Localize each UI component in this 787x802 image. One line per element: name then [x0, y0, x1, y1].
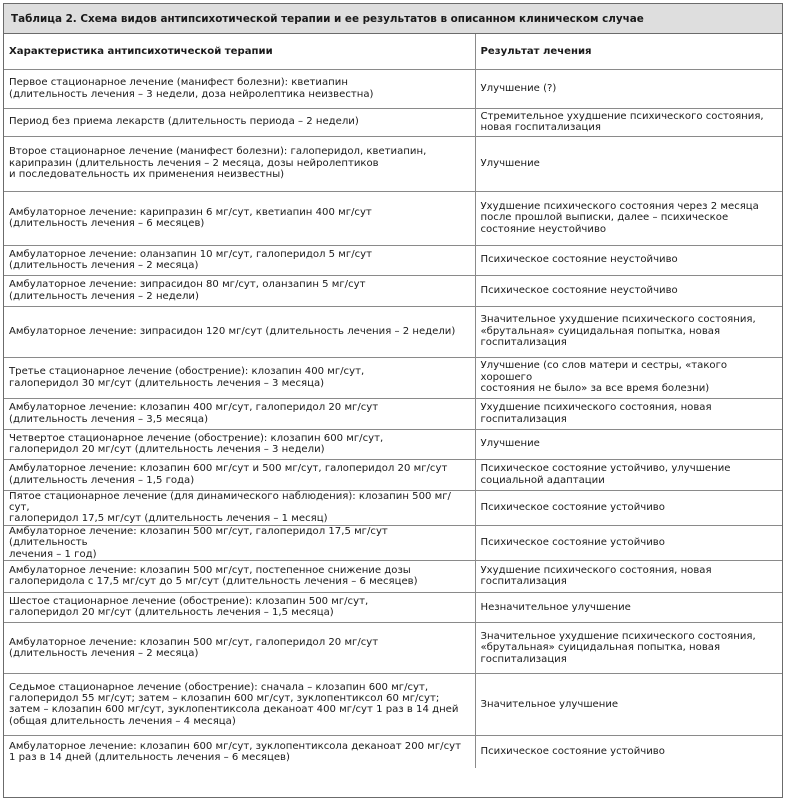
result-cell: [475, 245, 782, 275]
result-cell: [475, 357, 782, 398]
result-text: Значительное ухудшение психического состояния, «брутальная» суицидальная попытка, новая госпитализация: [480, 630, 756, 665]
table-row: [4, 136, 782, 191]
result-text: Психическое состояние неустойчиво: [480, 254, 678, 266]
table-caption: Таблица 2. Схема видов антипсихотической терапии и ее результатов в описанном клиническом случае: [4, 4, 782, 34]
therapy-text: Амбулаторное лечение: клозапин 600 мг/сут и 500 мг/сут, галоперидол 20 мг/сут (длительность лечения – 1,5 года): [9, 463, 448, 486]
result-text: Психическое состояние устойчиво, улучшение социальной адаптации: [480, 463, 731, 486]
result-text: Улучшение (со слов матери и сестры, «такого хорошего состояния не было» за все время болезни): [480, 360, 728, 395]
result-cell: [475, 459, 782, 490]
table-row: [4, 275, 782, 306]
therapy-text: Пятое стационарное лечение (для динамического наблюдения): клозапин 500 мг/сут, галоперидол 17,5 мг/сут (длительность лечения – 1 месяц): [9, 490, 451, 525]
result-text: Улучшение (?): [480, 82, 557, 94]
result-cell: [475, 592, 782, 622]
therapy-text: Третье стационарное лечение (обострение): клозапин 400 мг/сут, галоперидол 30 мг/сут (длительность лечения – 3 месяца): [9, 366, 365, 389]
table-row: [4, 429, 782, 459]
therapy-text: Амбулаторное лечение: клозапин 600 мг/сут, зуклопентиксола деканоат 200 мг/сут 1 раз в 14 дней (длительность лечения – 6 месяцев): [9, 740, 461, 764]
therapy-text: Первое стационарное лечение (манифест болезни): кветиапин (длительность лечения – 3 недели, доза нейролептика неизвестна): [9, 77, 374, 100]
therapy-cell: [4, 275, 475, 306]
result-text: Улучшение: [480, 157, 540, 169]
result-text: Психическое состояние устойчиво: [480, 537, 665, 549]
therapy-text: Амбулаторное лечение: карипразин 6 мг/сут, кветиапин 400 мг/сут (длительность лечения – 6 месяцев): [9, 206, 372, 229]
therapy-cell: [4, 306, 475, 357]
result-text: Ухудшение психического состояния, новая госпитализация: [480, 565, 712, 588]
therapy-text: Амбулаторное лечение: клозапин 400 мг/сут, галоперидол 20 мг/сут (длительность лечения – 3,5 месяца): [9, 402, 379, 425]
table-row: [4, 108, 782, 136]
therapy-text: Амбулаторное лечение: клозапин 500 мг/сут, постепенное снижение дозы галоперидола с 17,5 мг/сут до 5 мг/сут (длительность лечения – 6 месяцев): [9, 565, 418, 588]
therapy-text: Амбулаторное лечение: клозапин 500 мг/сут, галоперидол 20 мг/сут (длительность лечения – 2 месяца): [9, 636, 379, 659]
table-row: [4, 306, 782, 357]
therapy-text: Седьмое стационарное лечение (обострение): сначала – клозапин 600 мг/сут, галоперидол 55 мг/сут; затем – клозапин 600 мг/сут, зуклопентиксол 60 мг/сут; затем – клозапин 600 мг/сут, зуклопентиксола деканоат 400 мг/сут 1 раз в 14 дней (общая длительность лечения – 4 месяца): [9, 681, 459, 727]
result-cell: [475, 108, 782, 136]
therapy-cell: [4, 136, 475, 191]
result-cell: [475, 191, 782, 245]
header-result: Результат лечения: [475, 34, 782, 69]
result-cell: [475, 275, 782, 306]
result-text: Значительное улучшение: [480, 698, 619, 710]
result-cell: [475, 136, 782, 191]
therapy-text: Период без приема лекарств (длительность периода – 2 недели): [9, 116, 359, 128]
result-text: Стремительное ухудшение психического состояния, новая госпитализация: [480, 110, 764, 133]
therapy-cell: [4, 245, 475, 275]
table-row: [4, 525, 782, 560]
therapy-text: Амбулаторное лечение: зипрасидон 120 мг/сут (длительность лечения – 2 недели): [9, 325, 456, 337]
therapy-cell: [4, 357, 475, 398]
therapy-cell: [4, 459, 475, 490]
therapy-cell: [4, 735, 475, 768]
result-cell: [475, 560, 782, 592]
therapy-cell: [4, 490, 475, 525]
result-text: Ухудшение психического состояния, новая госпитализация: [480, 402, 712, 425]
therapy-table: [4, 34, 782, 768]
table-row: [4, 592, 782, 622]
therapy-cell: [4, 622, 475, 673]
result-cell: [475, 398, 782, 429]
table-row: [4, 735, 782, 768]
therapy-cell: [4, 673, 475, 735]
result-text: Ухудшение психического состояния через 2 месяца после прошлой выписки, далее – психическое состояние неустойчиво: [480, 200, 759, 235]
table-row: [4, 490, 782, 525]
table-row: [4, 459, 782, 490]
result-cell: [475, 673, 782, 735]
table-row: [4, 398, 782, 429]
therapy-cell: [4, 429, 475, 459]
therapy-text: Амбулаторное лечение: оланзапин 10 мг/сут, галоперидол 5 мг/сут (длительность лечения – 2 месяца): [9, 248, 373, 271]
result-cell: [475, 306, 782, 357]
header-row: [4, 34, 782, 69]
result-text: Улучшение: [480, 438, 540, 450]
result-text: Значительное ухудшение психического состояния, «брутальная» суицидальная попытка, новая госпитализация: [480, 314, 756, 349]
therapy-text: Четвертое стационарное лечение (обострение): клозапин 600 мг/сут, галоперидол 20 мг/сут (длительность лечения – 3 недели): [9, 432, 384, 455]
table-row: [4, 560, 782, 592]
table-row: [4, 622, 782, 673]
table-row: [4, 245, 782, 275]
therapy-cell: [4, 69, 475, 108]
result-cell: [475, 490, 782, 525]
header-therapy: Характеристика антипсихотической терапии: [4, 34, 475, 69]
table-row: [4, 69, 782, 108]
result-text: Психическое состояние неустойчиво: [480, 284, 678, 296]
therapy-cell: [4, 191, 475, 245]
therapy-text: Шестое стационарное лечение (обострение): клозапин 500 мг/сут, галоперидол 20 мг/сут (длительность лечения – 1,5 месяца): [9, 596, 369, 619]
therapy-cell: [4, 592, 475, 622]
result-cell: [475, 735, 782, 768]
table-row: [4, 191, 782, 245]
therapy-cell: [4, 525, 475, 560]
therapy-text: Второе стационарное лечение (манифест болезни): галоперидол, кветиапин, карипразин (длительность лечения – 2 месяца, дозы нейролептиков и последовательность их применения неизвестны): [9, 146, 427, 181]
result-cell: [475, 525, 782, 560]
result-text: Психическое состояние устойчиво: [480, 501, 665, 513]
table-row: [4, 357, 782, 398]
therapy-text: Амбулаторное лечение: клозапин 500 мг/сут, галоперидол 17,5 мг/сут (длительность лечения – 1 год): [9, 525, 388, 560]
therapy-text: Амбулаторное лечение: зипрасидон 80 мг/сут, оланзапин 5 мг/сут (длительность лечения – 2 недели): [9, 279, 366, 302]
therapy-cell: [4, 398, 475, 429]
result-cell: [475, 429, 782, 459]
result-cell: [475, 69, 782, 108]
therapy-cell: [4, 560, 475, 592]
therapy-cell: [4, 108, 475, 136]
table-row: [4, 673, 782, 735]
result-text: Психическое состояние устойчиво: [480, 746, 665, 758]
result-cell: [475, 622, 782, 673]
result-text: Незначительное улучшение: [480, 601, 631, 613]
table-container: [3, 3, 783, 798]
